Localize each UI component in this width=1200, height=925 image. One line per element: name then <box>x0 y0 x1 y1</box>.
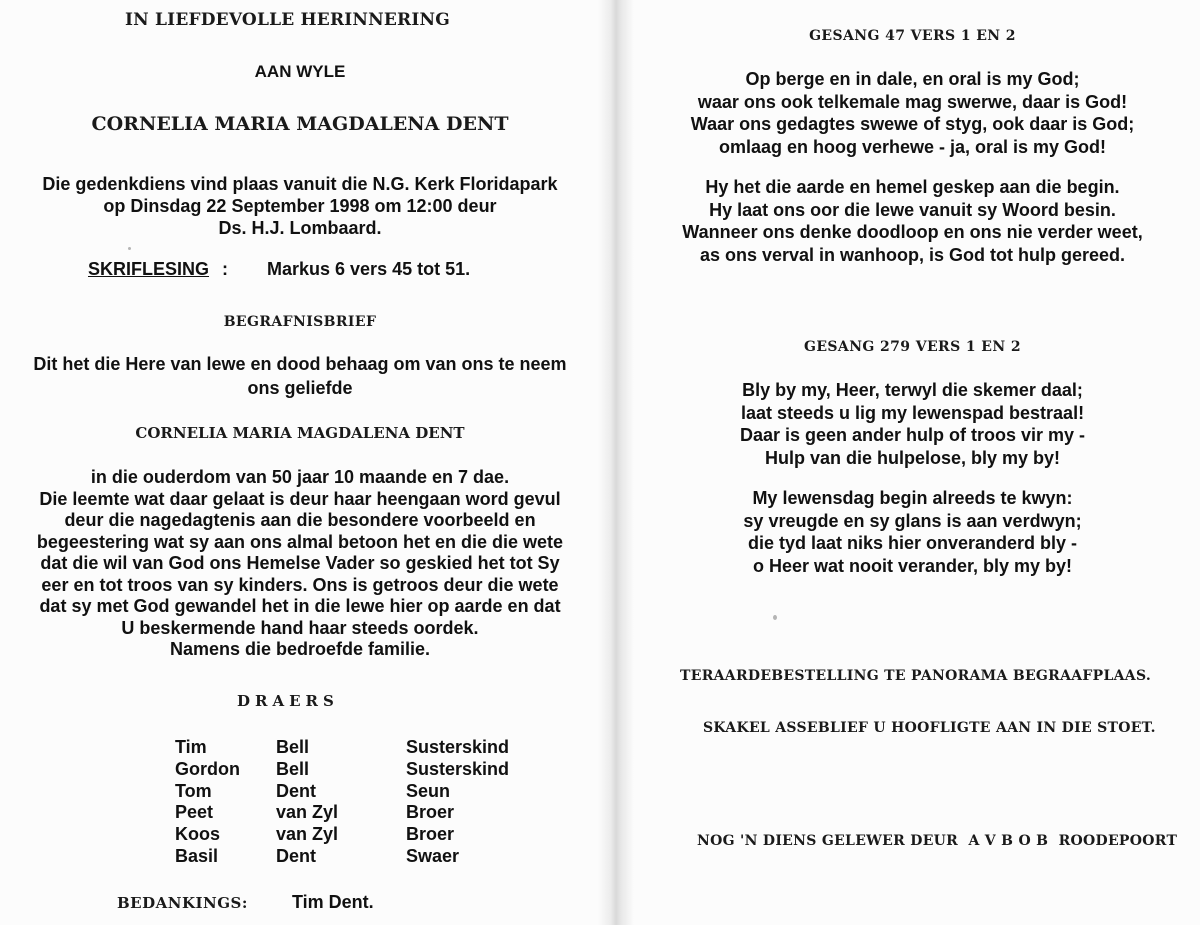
thanks-label: BEDANKINGS: <box>117 894 248 912</box>
intro-line: ons geliefde <box>247 378 353 398</box>
burial-letter-intro <box>0 352 600 400</box>
in-memory-of-label: AAN WYLE <box>254 62 346 81</box>
print-speck <box>128 247 131 250</box>
body-line: eer en tot troos van sy kinders. Ons is getroos deur die wete <box>41 574 559 595</box>
hymn-279-title: GESANG 279 VERS 1 EN 2 <box>804 339 1021 355</box>
deceased-name: CORNELIA MARIA MAGDALENA DENT <box>91 113 509 135</box>
bearer-last-name: van Zyl <box>276 802 339 823</box>
bearer-first-name: Tom <box>175 780 212 801</box>
bearer-first-name: Peet <box>175 802 214 823</box>
headlights-notice: SKAKEL ASSEBLIEF U HOOFLIGTE AAN IN DIE STOET. <box>703 720 1156 736</box>
body-line: deur die nagedagtenis aan die besondere voorbeeld en <box>64 510 536 530</box>
service-line: Die gedenkdiens vind plaas vanuit die N.G. Kerk Floridapark <box>42 174 558 194</box>
hymn-279-verse-1 <box>625 379 1200 469</box>
bearer-row <box>175 781 535 803</box>
bearer-last-name: Dent <box>276 780 316 801</box>
bearers-title: DRAERS <box>237 692 339 710</box>
hymn-line: sy vreugde en sy glans is aan verdwyn; <box>743 510 1082 531</box>
hymn-line: as ons verval in wanhoop, is God tot hulp gereed. <box>699 244 1126 265</box>
hymn-line: omlaag en hoog verhewe - ja, oral is my God! <box>718 136 1107 157</box>
service-credit: NOG 'N DIENS GELEWER DEUR A V B O B ROODEPOORT <box>697 833 1178 849</box>
bearer-relation: Seun <box>406 780 451 801</box>
bearer-relation: Susterskind <box>406 737 510 757</box>
hymn-line: Waar ons gedagtes swewe of styg, ook daar is God; <box>690 114 1135 134</box>
body-line: begeestering wat sy aan ons almal betoon het en die die wete <box>36 531 564 552</box>
bearer-row <box>175 846 535 868</box>
body-line: Die leemte wat daar gelaat is deur haar heengaan word gevul <box>39 488 561 509</box>
bearer-last-name: Bell <box>276 758 310 779</box>
body-line: in die ouderdom van 50 jaar 10 maande en 7 dae. <box>90 467 510 487</box>
bearer-relation: Broer <box>406 802 455 823</box>
hymn-47-verse-1 <box>625 68 1200 158</box>
bearer-first-name: Koos <box>175 824 220 845</box>
service-details <box>0 173 600 239</box>
body-line: Namens die bedroefde familie. <box>169 639 431 659</box>
bearer-last-name: Dent <box>276 845 316 866</box>
intro-line: Dit het die Here van lewe en dood behaag om van ons te neem <box>33 354 567 374</box>
hymn-line: Hulp van die hulpelose, bly my by! <box>764 447 1061 468</box>
scripture-label: SKRIFLESING <box>88 259 210 279</box>
bearer-relation: Swaer <box>406 845 460 866</box>
memorial-heading: IN LIEFDEVOLLE HERINNERING <box>125 10 450 30</box>
hymn-line: o Heer wat nooit verander, bly my by! <box>752 555 1073 576</box>
service-line: Ds. H.J. Lombaard. <box>218 218 382 238</box>
bearer-relation: Broer <box>406 824 455 845</box>
bearer-row <box>175 824 535 846</box>
hymn-line: Op berge en in dale, en oral is my God; <box>745 69 1080 89</box>
bearer-first-name: Tim <box>175 737 207 757</box>
scripture-colon: : <box>222 259 228 279</box>
body-line: dat die wil van God ons Hemelse Vader so geskied het tot Sy <box>40 553 560 573</box>
hymn-line: Hy het die aarde en hemel geskep aan die begin. <box>705 177 1120 197</box>
service-line: op Dinsdag 22 September 1998 om 12:00 deur <box>103 196 497 216</box>
hymn-47-title: GESANG 47 VERS 1 EN 2 <box>809 28 1016 44</box>
bearer-last-name: van Zyl <box>276 824 339 845</box>
thanks-value: Tim Dent. <box>292 892 374 912</box>
scripture-reference: Markus 6 vers 45 tot 51. <box>267 259 471 279</box>
hymn-line: die tyd laat niks hier onveranderd bly - <box>747 533 1078 553</box>
hymn-line: Hy laat ons oor die lewe vanuit sy Woord besin. <box>709 199 1116 220</box>
burial-letter-body <box>0 467 600 661</box>
burial-notice: TERAARDEBESTELLING TE PANORAMA BEGRAAFPLAAS. <box>680 668 1152 684</box>
bearers-list <box>175 737 535 868</box>
bearer-row <box>175 737 535 759</box>
bearer-row <box>175 759 535 781</box>
burial-letter-title: BEGRAFNISBRIEF <box>223 314 377 330</box>
hymn-line: My lewensdag begin alreeds te kwyn: <box>752 488 1073 508</box>
bearer-first-name: Basil <box>175 845 219 866</box>
print-speck <box>773 615 777 620</box>
hymn-line: waar ons ook telkemale mag swerwe, daar is God! <box>697 91 1128 112</box>
body-line: U beskermende hand haar steeds oordek. <box>121 617 479 638</box>
deceased-name-repeat: CORNELIA MARIA MAGDALENA DENT <box>135 424 465 442</box>
bearer-row <box>175 802 535 824</box>
bearer-first-name: Gordon <box>175 758 240 779</box>
hymn-279-verse-2 <box>625 487 1200 577</box>
hymn-line: Wanneer ons denke doodloop en ons nie verder weet, <box>682 222 1143 242</box>
bearer-last-name: Bell <box>276 737 310 757</box>
body-line: dat sy met God gewandel het in die lewe hier op aarde en dat <box>39 596 561 616</box>
bearer-relation: Susterskind <box>406 758 510 779</box>
hymn-47-verse-2 <box>625 176 1200 266</box>
hymn-line: laat steeds u lig my lewenspad bestraal! <box>740 402 1085 423</box>
hymn-line: Bly by my, Heer, terwyl die skemer daal; <box>742 380 1083 400</box>
hymn-line: Daar is geen ander hulp of troos vir my - <box>739 425 1086 445</box>
